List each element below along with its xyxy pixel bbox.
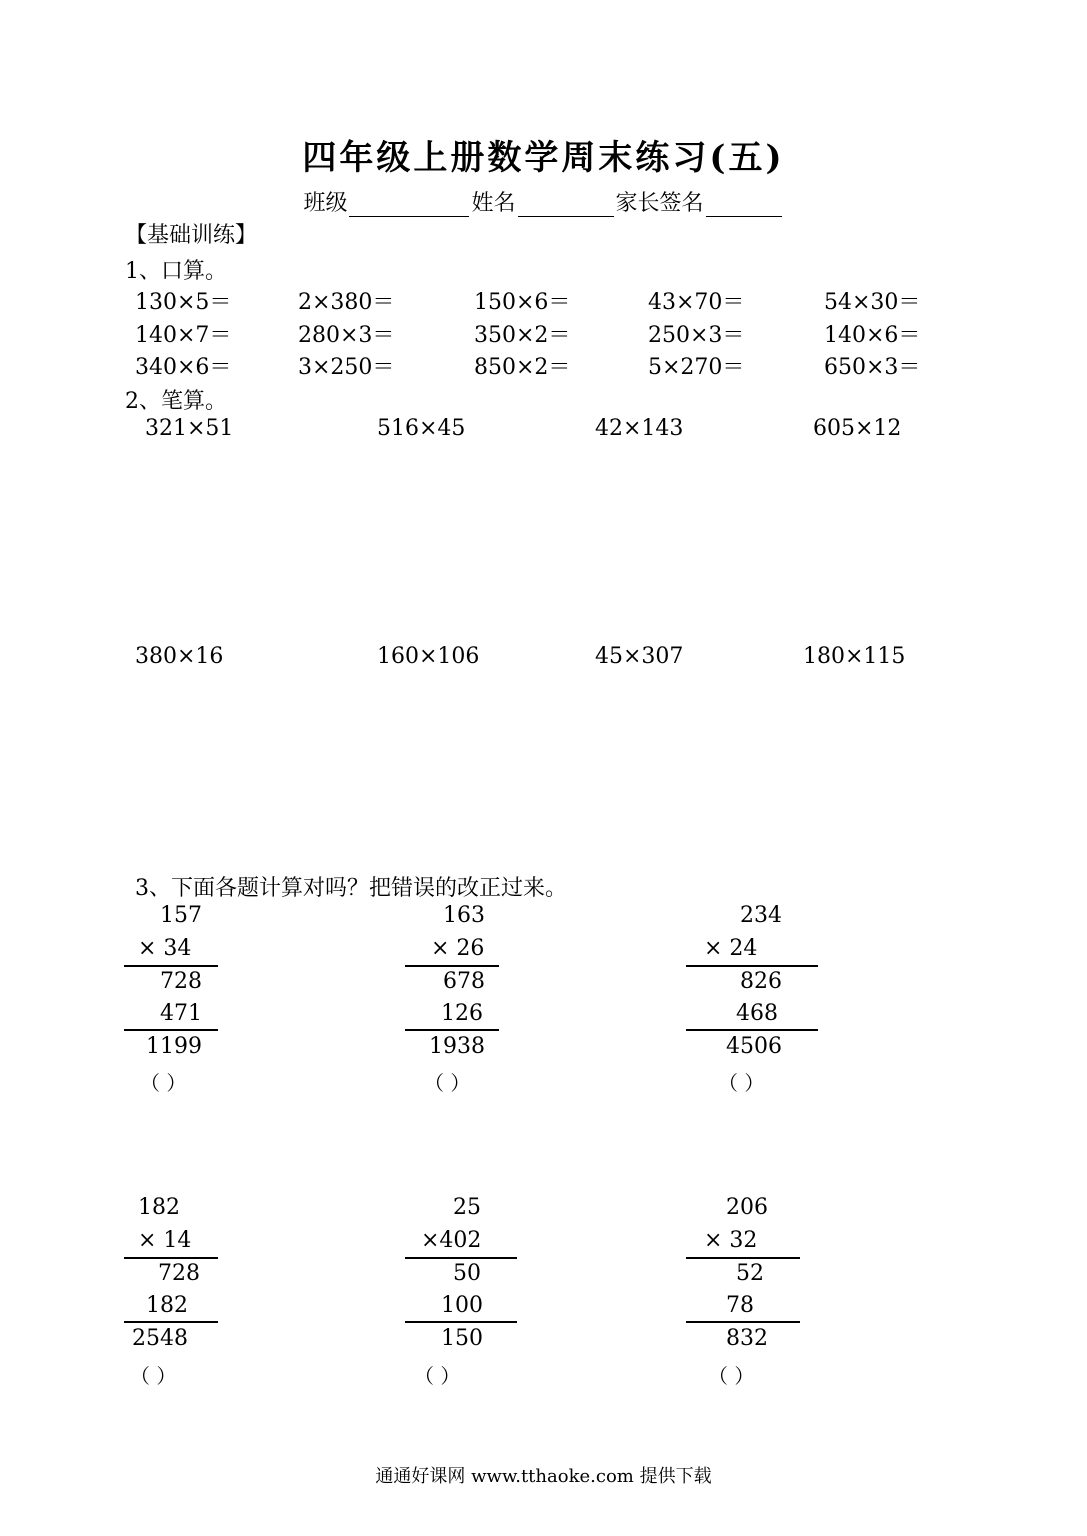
partial-product: 126 bbox=[441, 1001, 483, 1026]
q1-item: 340×6＝ bbox=[135, 355, 232, 380]
multiplier: × 14 bbox=[138, 1228, 192, 1253]
multiplicand: 25 bbox=[453, 1195, 481, 1220]
q2-item: 42×143 bbox=[595, 416, 684, 441]
vertical-multiplication bbox=[403, 903, 503, 1093]
product: 150 bbox=[441, 1326, 483, 1351]
answer-parentheses[interactable]: （ ） bbox=[708, 1364, 755, 1388]
vertical-multiplication bbox=[403, 1195, 523, 1385]
rule-line bbox=[686, 965, 818, 967]
partial-product: 468 bbox=[736, 1001, 778, 1026]
multiplicand: 234 bbox=[740, 903, 782, 928]
multiplicand: 182 bbox=[138, 1195, 180, 1220]
name-label: 姓名 bbox=[471, 191, 516, 216]
rule-line bbox=[686, 1257, 800, 1259]
q1-item: 650×3＝ bbox=[824, 355, 921, 380]
q1-item: 280×3＝ bbox=[298, 323, 395, 348]
q2-item: 180×115 bbox=[803, 644, 906, 669]
q2-item: 605×12 bbox=[813, 416, 902, 441]
product: 2548 bbox=[132, 1326, 188, 1351]
multiplier: ×402 bbox=[421, 1228, 482, 1253]
q1-item: 54×30＝ bbox=[824, 290, 921, 315]
q2-item: 380×16 bbox=[135, 644, 224, 669]
parent-signature-label: 家长签名 bbox=[615, 191, 704, 216]
q1-item: 140×6＝ bbox=[824, 323, 921, 348]
rule-line bbox=[686, 1321, 800, 1323]
class-blank[interactable] bbox=[349, 194, 469, 217]
partial-product: 52 bbox=[736, 1261, 764, 1286]
rule-line bbox=[124, 965, 218, 967]
partial-product: 78 bbox=[726, 1293, 754, 1318]
q1-item: 150×6＝ bbox=[474, 290, 571, 315]
answer-parentheses[interactable]: （ ） bbox=[130, 1364, 177, 1388]
rule-line bbox=[405, 1321, 517, 1323]
rule-line bbox=[686, 1029, 818, 1031]
product: 832 bbox=[726, 1326, 768, 1351]
product: 1199 bbox=[146, 1034, 202, 1059]
multiplicand: 206 bbox=[726, 1195, 768, 1220]
answer-parentheses[interactable]: （ ） bbox=[424, 1071, 471, 1095]
vertical-multiplication bbox=[122, 1195, 222, 1385]
q1-item: 43×70＝ bbox=[648, 290, 745, 315]
q1-item: 250×3＝ bbox=[648, 323, 745, 348]
q1-item: 140×7＝ bbox=[135, 323, 232, 348]
student-info-line bbox=[0, 186, 1087, 217]
rule-line bbox=[124, 1321, 218, 1323]
q2-item: 45×307 bbox=[595, 644, 684, 669]
answer-parentheses[interactable]: （ ） bbox=[414, 1364, 461, 1388]
section-heading: 【基础训练】 bbox=[125, 223, 258, 248]
vertical-multiplication bbox=[684, 1195, 804, 1385]
footer-text: 通通好课网 www.tthaoke.com 提供下载 bbox=[375, 1466, 712, 1487]
page-title: 四年级上册数学周末练习(五) bbox=[302, 138, 785, 178]
partial-product: 182 bbox=[146, 1293, 188, 1318]
answer-parentheses[interactable]: （ ） bbox=[718, 1071, 765, 1095]
partial-product: 728 bbox=[160, 969, 202, 994]
multiplier: × 26 bbox=[431, 936, 485, 961]
rule-line bbox=[405, 1029, 499, 1031]
rule-line bbox=[405, 965, 499, 967]
partial-product: 471 bbox=[160, 1001, 202, 1026]
vertical-multiplication bbox=[122, 903, 222, 1093]
product: 4506 bbox=[726, 1034, 782, 1059]
rule-line bbox=[124, 1029, 218, 1031]
q1-label: 1、口算。 bbox=[125, 259, 227, 284]
multiplicand: 163 bbox=[443, 903, 485, 928]
q1-item: 3×250＝ bbox=[298, 355, 395, 380]
parent-signature-blank[interactable] bbox=[706, 194, 782, 217]
q1-item: 350×2＝ bbox=[474, 323, 571, 348]
answer-parentheses[interactable]: （ ） bbox=[140, 1071, 187, 1095]
q2-item: 160×106 bbox=[377, 644, 480, 669]
partial-product: 678 bbox=[443, 969, 485, 994]
q1-item: 5×270＝ bbox=[648, 355, 745, 380]
q1-item: 850×2＝ bbox=[474, 355, 571, 380]
partial-product: 100 bbox=[441, 1293, 483, 1318]
q2-label: 2、笔算。 bbox=[125, 389, 227, 414]
q1-item: 2×380＝ bbox=[298, 290, 395, 315]
partial-product: 728 bbox=[158, 1261, 200, 1286]
q2-item: 516×45 bbox=[377, 416, 466, 441]
rule-line bbox=[124, 1257, 218, 1259]
multiplier: × 24 bbox=[704, 936, 758, 961]
multiplicand: 157 bbox=[160, 903, 202, 928]
q1-item: 130×5＝ bbox=[135, 290, 232, 315]
q2-item: 321×51 bbox=[145, 416, 234, 441]
multiplier: × 32 bbox=[704, 1228, 758, 1253]
name-blank[interactable] bbox=[518, 194, 614, 217]
product: 1938 bbox=[429, 1034, 485, 1059]
partial-product: 826 bbox=[740, 969, 782, 994]
multiplier: × 34 bbox=[138, 936, 192, 961]
class-label: 班级 bbox=[303, 191, 348, 216]
partial-product: 50 bbox=[453, 1261, 481, 1286]
q3-label: 3、下面各题计算对吗？把错误的改正过来。 bbox=[135, 876, 567, 901]
rule-line bbox=[405, 1257, 517, 1259]
vertical-multiplication bbox=[684, 903, 824, 1093]
